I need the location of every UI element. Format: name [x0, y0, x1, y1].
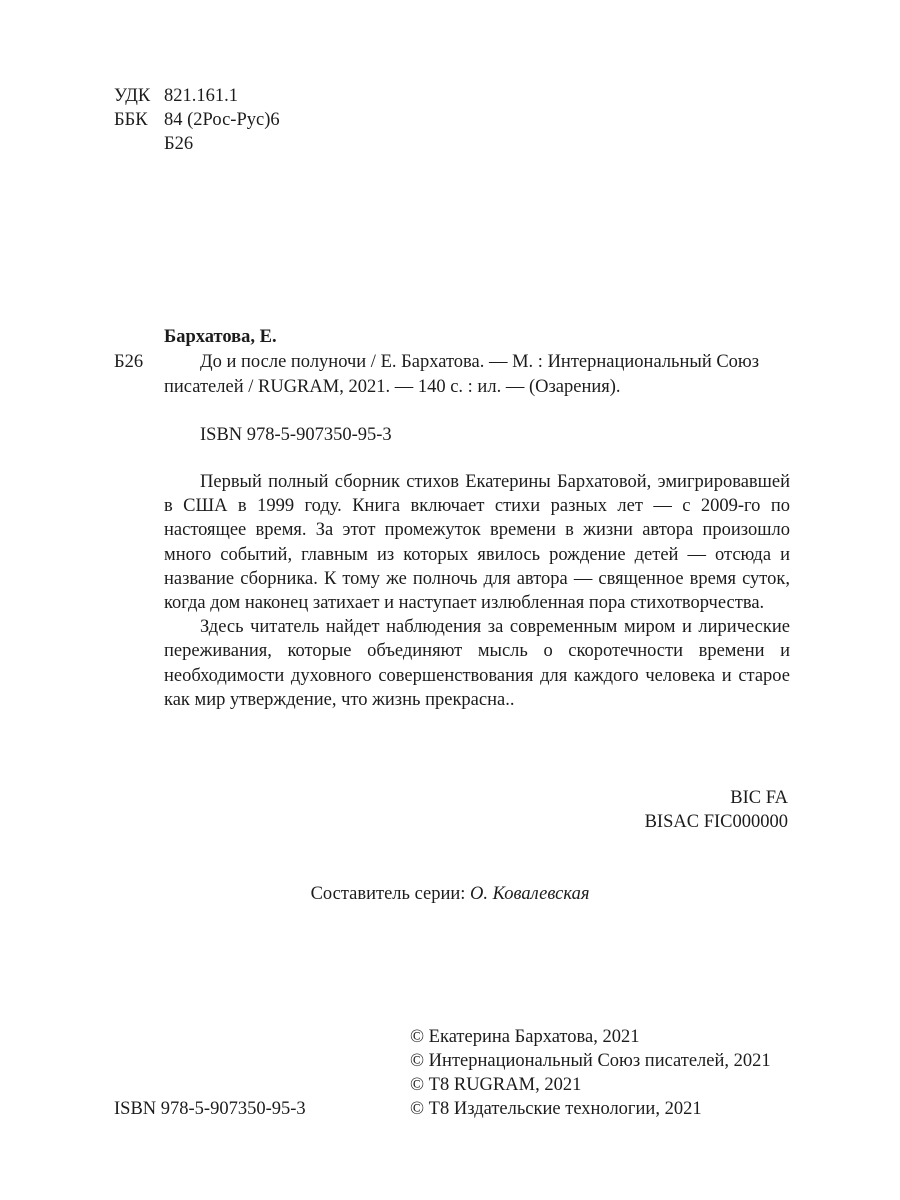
series-compiler-name: О. Ковалевская: [470, 884, 590, 904]
isbn-bottom: ISBN 978-5-907350-95-3: [114, 1099, 306, 1119]
bbk-value: 84 (2Рос-Рус)6: [164, 110, 280, 130]
author-mark: Б26: [164, 134, 194, 154]
bic-code: BIC FA: [730, 788, 788, 808]
author-heading: Бархатова, Е.: [164, 327, 277, 347]
copyright-list: [410, 1025, 771, 1121]
isbn-catalog: ISBN 978-5-907350-95-3: [200, 425, 392, 445]
annotation: [164, 470, 790, 712]
bibliographic-description: До и после полуночи / Е. Бархатова. — М. : Интернациональный Союз писателей / RUGRAM, 2021. — 140 с. : ил. — (Озарения).: [164, 352, 760, 397]
bbk-label: ББК: [114, 110, 148, 130]
annotation-paragraph: Здесь читатель найдет наблюдения за современным миром и лирические переживания, которые объединяют мысль о скоротечности времени и необходимости духовного совершенствования для каждого человека и старое как мир утверждение, что жизнь прекрасна..: [164, 617, 790, 710]
copyright-line: © Екатерина Бархатова, 2021: [410, 1027, 640, 1047]
copyright-line: © Т8 Издательские технологии, 2021: [410, 1099, 702, 1119]
series-compiler: [0, 882, 900, 906]
udk-label: УДК: [114, 86, 151, 106]
author-mark-left: Б26: [114, 352, 144, 372]
subject-codes: [645, 786, 788, 834]
bisac-code: BISAC FIC000000: [644, 812, 788, 832]
udk-row: [114, 84, 238, 108]
series-compiler-label: Составитель серии:: [310, 884, 466, 904]
bbk-row: [114, 108, 280, 132]
udk-value: 821.161.1: [164, 86, 238, 106]
copyright-line: © Т8 RUGRAM, 2021: [410, 1075, 582, 1095]
copyright-line: © Интернациональный Союз писателей, 2021: [410, 1051, 771, 1071]
annotation-paragraph: Первый полный сборник стихов Екатерины Бархатовой, эмигрировавшей в США в 1999 году. Книга включает стихи разных лет — с 2009-го по настоящее время. За этот промежуток времени в жизни автора произошло много событий, главным из которых явилось рождение детей — отсюда и название сборника. К тому же полночь для автора — священное время суток, когда дом наконец затихает и наступает излюбленная пора стихотворчества.: [164, 472, 790, 614]
